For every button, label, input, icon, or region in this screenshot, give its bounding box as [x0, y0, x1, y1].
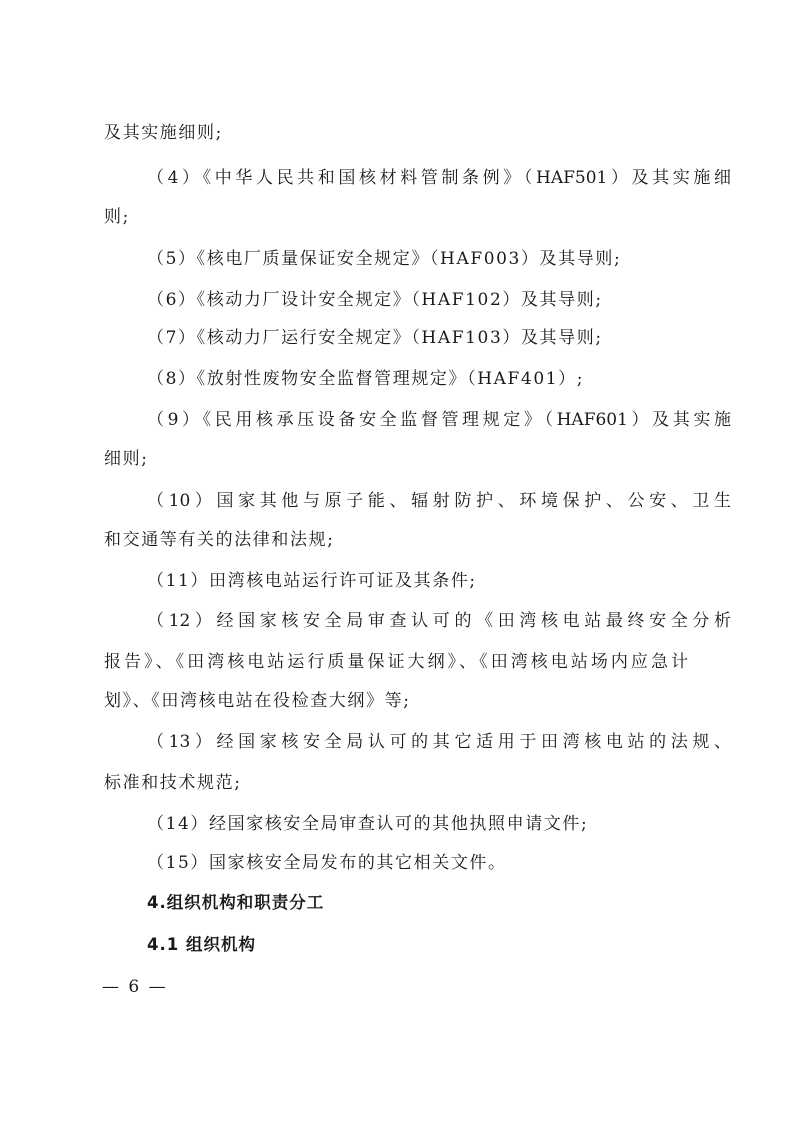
text-line: （8）《放射性废物安全监督管理规定》（HAF401）;: [147, 369, 585, 389]
text-line: 细则;: [104, 449, 149, 469]
text-line: （11）田湾核电站运行许可证及其条件;: [147, 571, 477, 591]
text-line: 划》、《田湾核电站在役检查大纲》等;: [104, 691, 411, 711]
page-number: — 6 —: [102, 977, 168, 997]
text-line: 则;: [104, 207, 130, 227]
subsection-heading: 4.1 组织机构: [147, 935, 256, 954]
text-line: 标准和技术规范;: [104, 773, 242, 793]
section-heading: 4.组织机构和职责分工: [147, 893, 325, 912]
text-line: （15）国家核安全局发布的其它相关文件。: [147, 853, 507, 873]
text-line: 及其实施细则;: [104, 123, 223, 143]
text-line: （7）《核动力厂运行安全规定》（HAF103）及其导则;: [147, 328, 603, 348]
text-line: 和交通等有关的法律和法规;: [104, 530, 335, 550]
text-line: （12）经国家核安全局审查认可的《田湾核电站最终安全分析: [147, 611, 731, 631]
text-line: （6）《核动力厂设计安全规定》（HAF102）及其导则;: [147, 290, 603, 310]
text-line: （13）经国家核安全局认可的其它适用于田湾核电站的法规、: [147, 732, 731, 752]
text-line: （4）《中华人民共和国核材料管制条例》（HAF501）及其实施细: [147, 168, 731, 188]
text-line: （9）《民用核承压设备安全监督管理规定》（HAF601）及其实施: [147, 410, 731, 430]
text-line: （5）《核电厂质量保证安全规定》（HAF003）及其导则;: [147, 249, 622, 269]
text-line: 报告》、《田湾核电站运行质量保证大纲》、《田湾核电站场内应急计: [104, 652, 688, 672]
text-line: （10）国家其他与原子能、辐射防护、环境保护、公安、卫生: [147, 491, 731, 511]
text-line: （14）经国家核安全局审查认可的其他执照申请文件;: [147, 814, 589, 834]
